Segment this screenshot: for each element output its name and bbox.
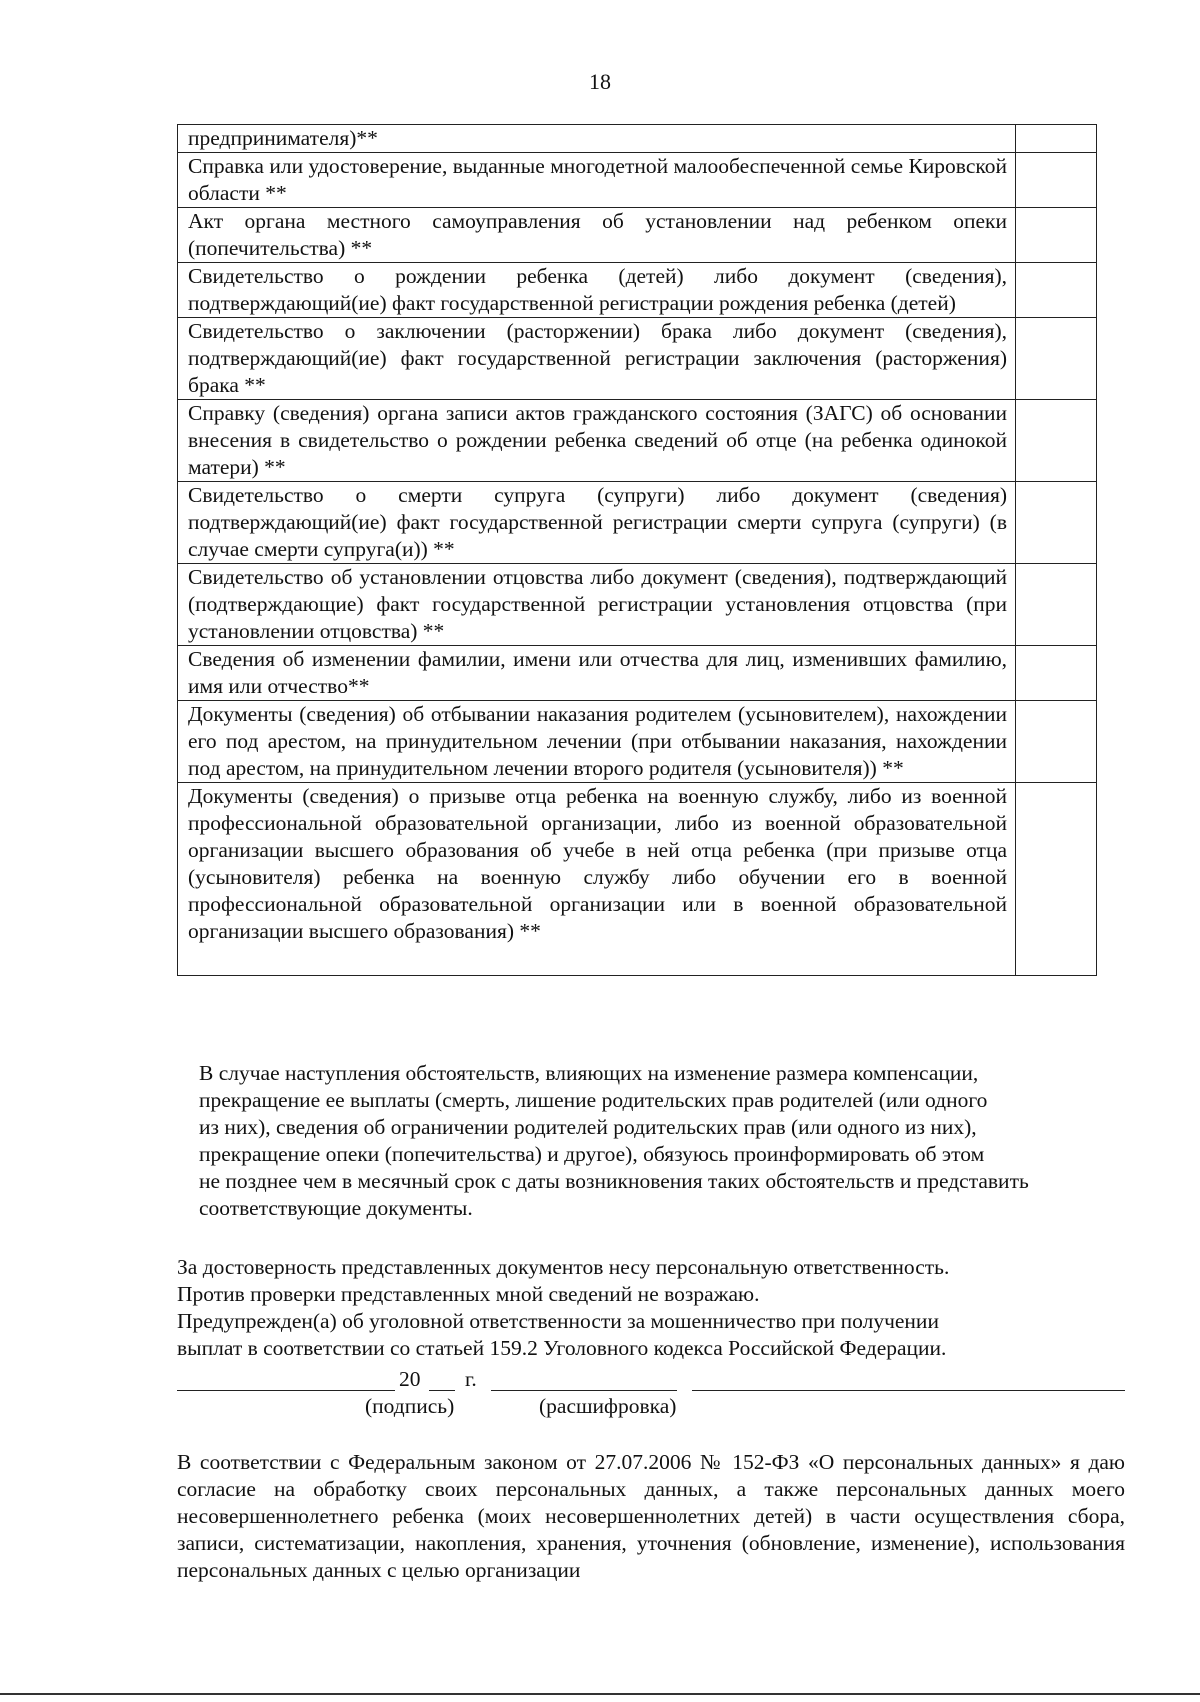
date-field-line[interactable] bbox=[177, 1389, 395, 1391]
document-name: Сведения об изменении фамилии, имени или отчества для лиц, изменивших фамилию, имя или отчество** bbox=[178, 646, 1016, 701]
text-line: Предупрежден(а) об уголовной ответственности за мошенничество при получении bbox=[177, 1309, 939, 1333]
text-line: Против проверки представленных мной сведений не возражаю. bbox=[177, 1282, 760, 1306]
notice-paragraph bbox=[177, 1060, 1125, 1222]
text-line: выплат в соответствии со статьей 159.2 Уголовного кодекса Российской Федерации. bbox=[177, 1336, 947, 1360]
text-line: За достоверность представленных документов несу персональную ответственность. bbox=[177, 1255, 950, 1279]
document-name: Документы (сведения) об отбывании наказания родителем (усыновителем), нахождении его под арестом, на принудительном лечении (при отбывании наказания, нахождении под арестом, на принудительном лечении второго родителя (усыновителя)) ** bbox=[178, 701, 1016, 783]
text-line: В случае наступления обстоятельств, влияющих на изменение размера компенсации, bbox=[199, 1061, 979, 1085]
decoding-caption: (расшифровка) bbox=[539, 1394, 677, 1418]
table-row bbox=[178, 125, 1097, 153]
signature-captions bbox=[177, 1393, 1125, 1421]
responsibility-paragraph bbox=[177, 1254, 1125, 1362]
document-name: Свидетельство о смерти супруга (супруги) либо документ (сведения) подтверждающий(ие) факт государственной регистрации смерти супруга (супруги) (в случае смерти супруга(и)) ** bbox=[178, 482, 1016, 564]
table-row bbox=[178, 482, 1097, 564]
document-mark-cell[interactable] bbox=[1016, 153, 1097, 208]
table-row bbox=[178, 208, 1097, 263]
document-name: предпринимателя)** bbox=[178, 125, 1016, 153]
document-name: Свидетельство об установлении отцовства либо документ (сведения), подтверждающий (подтверждающие) факт государственной регистрации установления отцовства (при установлении отцовства) ** bbox=[178, 564, 1016, 646]
table-row bbox=[178, 153, 1097, 208]
table-row bbox=[178, 263, 1097, 318]
signature-row bbox=[177, 1365, 1125, 1393]
text-line: прекращение опеки (попечительства) и другое), обязуюсь проинформировать об этом bbox=[199, 1142, 985, 1166]
document-mark-cell[interactable] bbox=[1016, 564, 1097, 646]
document-mark-cell[interactable] bbox=[1016, 482, 1097, 564]
year-field-line[interactable] bbox=[429, 1389, 455, 1391]
documents-table bbox=[177, 124, 1097, 976]
table-row bbox=[178, 701, 1097, 783]
text-line: не позднее чем в месячный срок с даты возникновения таких обстоятельств и представить bbox=[199, 1169, 1029, 1193]
bottom-border bbox=[0, 1693, 1200, 1695]
text-line: из них), сведения об ограничении родителей родительских прав (или одного из них), bbox=[199, 1115, 977, 1139]
text-line: прекращение ее выплаты (смерть, лишение родительских прав родителей (или одного bbox=[199, 1088, 988, 1112]
document-name: Свидетельство о заключении (расторжении) брака либо документ (сведения), подтверждающий(ие) факт государственной регистрации заключения (расторжения) брака ** bbox=[178, 318, 1016, 400]
document-mark-cell[interactable] bbox=[1016, 263, 1097, 318]
table-row bbox=[178, 318, 1097, 400]
document-name: Справка или удостоверение, выданные многодетной малообеспеченной семье Кировской области ** bbox=[178, 153, 1016, 208]
text-line: соответствующие документы. bbox=[199, 1196, 473, 1220]
document-name: Акт органа местного самоуправления об установлении над ребенком опеки (попечительства) ** bbox=[178, 208, 1016, 263]
document-name: Справку (сведения) органа записи актов гражданского состояния (ЗАГС) об основании внесения в свидетельство о рождении ребенка сведений об отце (на ребенка одинокой матери) ** bbox=[178, 400, 1016, 482]
document-mark-cell[interactable] bbox=[1016, 318, 1097, 400]
document-mark-cell[interactable] bbox=[1016, 701, 1097, 783]
table-row bbox=[178, 783, 1097, 976]
signature-field-line[interactable] bbox=[491, 1389, 677, 1391]
consent-paragraph: В соответствии с Федеральным законом от 27.07.2006 № 152-ФЗ «О персональных данных» я даю согласие на обработку своих персональных данных, а также персональных данных моего несовершеннолетнего ребенка (моих несовершеннолетних детей) в части осуществления сбора, записи, систематизации, накопления, хранения, уточнения (обновление, изменение), использования персональных данных с целью организации bbox=[177, 1450, 1125, 1582]
page-number: 18 bbox=[589, 69, 611, 94]
document-mark-cell[interactable] bbox=[1016, 646, 1097, 701]
year-prefix: 20 bbox=[399, 1367, 421, 1391]
document-name: Свидетельство о рождении ребенка (детей) либо документ (сведения), подтверждающий(ие) факт государственной регистрации рождения ребенка (детей) bbox=[178, 263, 1016, 318]
document-mark-cell[interactable] bbox=[1016, 783, 1097, 976]
table-row bbox=[178, 564, 1097, 646]
document-mark-cell[interactable] bbox=[1016, 125, 1097, 153]
document-name: Документы (сведения) о призыве отца ребенка на военную службу, либо из военной профессиональной образовательной организации, либо из военной образовательной организации высшего образования об учебе в ней отца ребенка (при призыве отца (усыновителя) ребенка на военную службу либо обучении его в военной профессиональной образовательной организации или в военной образовательной организации высшего образования) ** bbox=[178, 783, 1016, 976]
table-row bbox=[178, 400, 1097, 482]
name-decoding-field-line[interactable] bbox=[692, 1389, 1125, 1391]
document-mark-cell[interactable] bbox=[1016, 400, 1097, 482]
year-suffix: г. bbox=[465, 1367, 477, 1391]
signature-caption: (подпись) bbox=[365, 1394, 455, 1418]
table-row bbox=[178, 646, 1097, 701]
document-mark-cell[interactable] bbox=[1016, 208, 1097, 263]
